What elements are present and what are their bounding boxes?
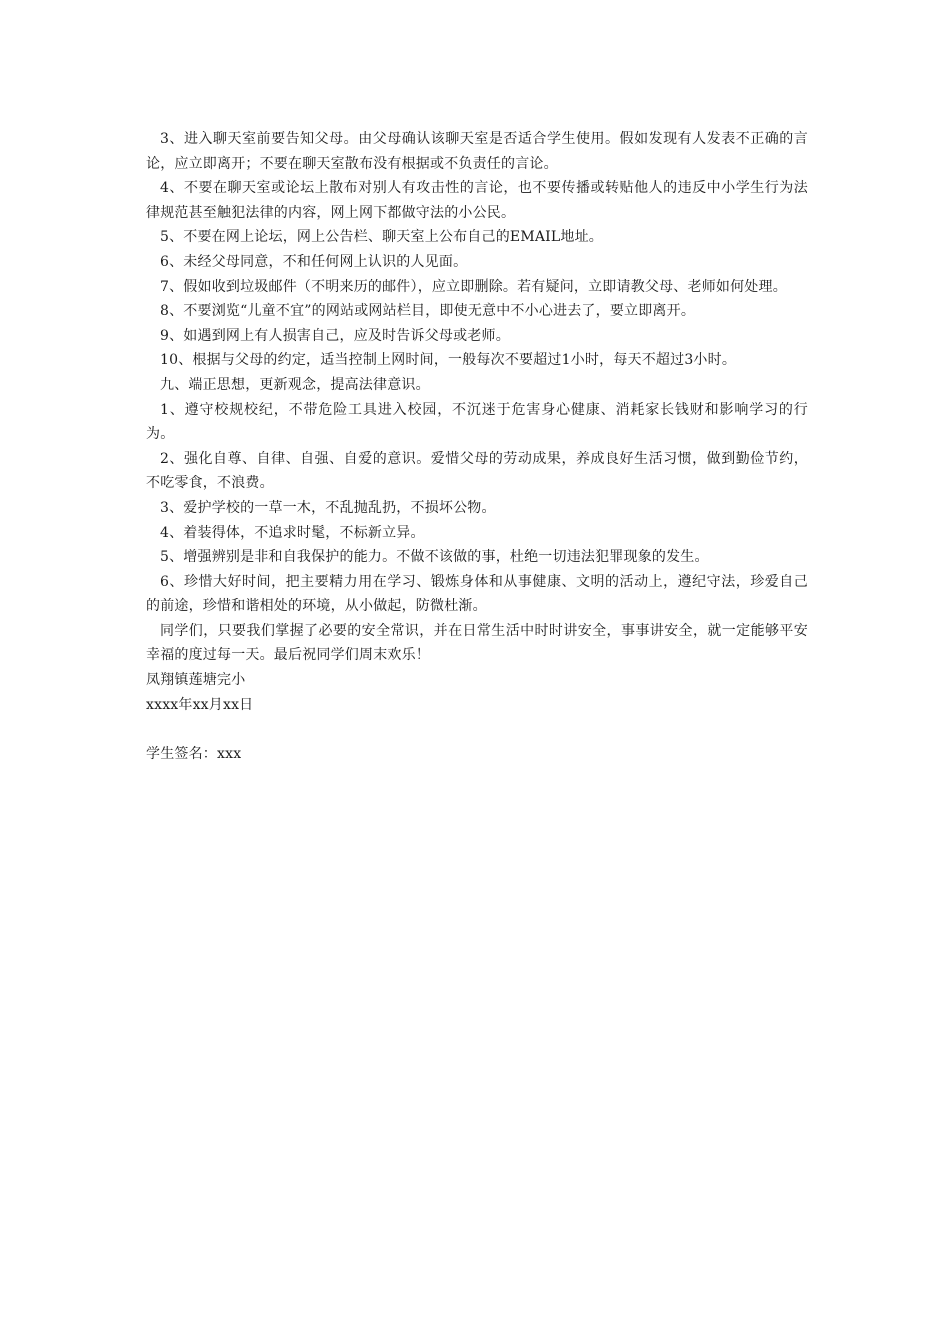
paragraph-item-2-self-respect: 2、强化自尊、自律、自强、自爱的意识。爱惜父母的劳动成果，养成良好生活习惯，做到勤俭节约，不吃零食，不浪费。 [146, 450, 808, 492]
paragraph-item-8-websites: 8、不要浏览“儿童不宜”的网站或网站栏目，即使无意中不小心进去了，要立即离开。 [160, 303, 696, 320]
blank-line [146, 717, 808, 742]
paragraph-item-6-cherish-time: 6、珍惜大好时间，把主要精力用在学习、锻炼身体和从事健康、文明的活动上，遵纪守法，珍爱自己的前途，珍惜和谐相处的环境，从小做起，防微杜渐。 [146, 573, 808, 615]
student-signature: 学生签名：xxx [146, 745, 242, 762]
paragraph-item-4-forum-speech: 4、不要在聊天室或论坛上散布对别人有攻击性的言论，也不要传播或转贴他人的违反中小学生行为法律规范甚至触犯法律的内容，网上网下都做守法的小公民。 [146, 180, 808, 221]
paragraph-item-3-chat-room: 3、进入聊天室前要告知父母。由父母确认该聊天室是否适合学生使用。假如发现有人发表不正确的言论，应立即离开；不要在聊天室散布没有根据或不负责任的言论。 [146, 131, 808, 172]
paragraph-item-7-spam: 7、假如收到垃圾邮件（不明来历的邮件），应立即删除。若有疑问，立即请教父母、老师如何处理。 [160, 278, 787, 295]
closing-paragraph: 同学们，只要我们掌握了必要的安全常识，并在日常生活中时时讲安全，事事讲安全，就一定能够平安幸福的度过每一天。最后祝同学们周末欢乐！ [146, 622, 808, 664]
document-body [146, 127, 808, 766]
paragraph-item-5-self-protection: 5、增强辨别是非和自我保护的能力。不做不该做的事，杜绝一切违法犯罪现象的发生。 [160, 549, 709, 566]
paragraph-item-10-time-limit: 10、根据与父母的约定，适当控制上网时间，一般每次不要超过1小时，每天不超过3小时。 [160, 352, 737, 369]
paragraph-item-4-dress: 4、着装得体，不追求时髦，不标新立异。 [160, 524, 425, 541]
paragraph-item-1-school-rules: 1、遵守校规校纪，不带危险工具进入校园，不沉迷于危害身心健康、消耗家长钱财和影响学习的行为。 [146, 401, 808, 443]
school-name: 凤翔镇莲塘完小 [146, 672, 246, 689]
paragraph-item-3-protect-property: 3、爱护学校的一草一木，不乱抛乱扔，不损坏公物。 [160, 499, 496, 516]
section-heading-nine: 九、端正思想，更新观念，提高法律意识。 [160, 376, 430, 393]
paragraph-item-5-email: 5、不要在网上论坛，网上公告栏、聊天室上公布自己的EMAIL地址。 [160, 229, 603, 246]
paragraph-item-6-meeting: 6、未经父母同意，不和任何网上认识的人见面。 [160, 253, 468, 270]
paragraph-item-9-harm: 9、如遇到网上有人损害自己，应及时告诉父母或老师。 [160, 327, 510, 344]
document-date: xxxx年xx月xx日 [146, 696, 254, 713]
